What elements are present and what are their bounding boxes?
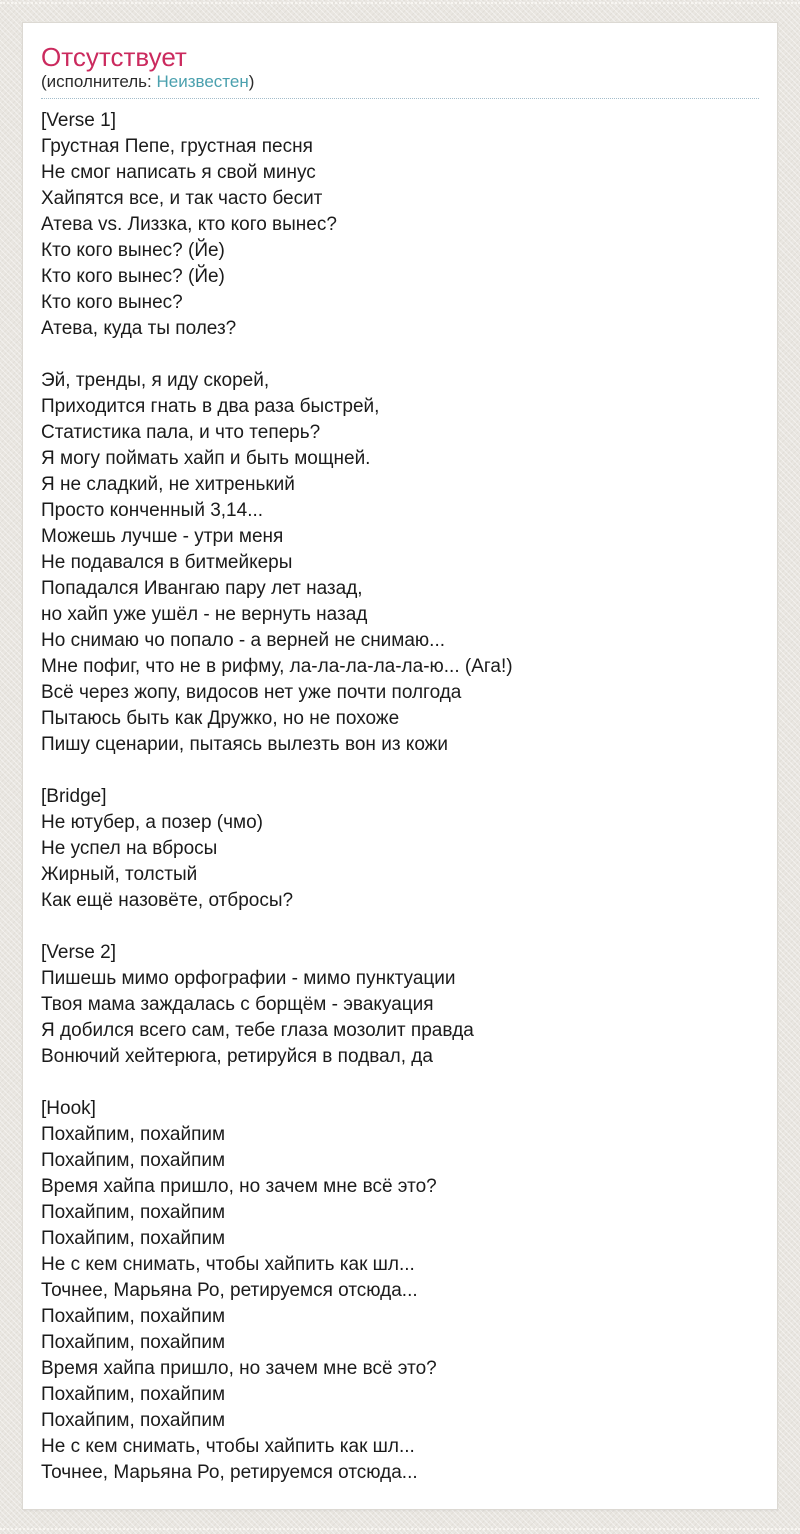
lyric-line: [Bridge] xyxy=(41,786,107,807)
lyric-line: Я добился всего сам, тебе глаза мозолит правда xyxy=(41,1020,474,1041)
lyric-line: Жирный, толстый xyxy=(41,864,198,885)
lyric-line: Приходится гнать в два раза быстрей, xyxy=(41,396,380,417)
lyric-line: Вонючий хейтерюга, ретируйся в подвал, да xyxy=(41,1046,433,1067)
lyric-line: Твоя мама заждалась с борщём - эвакуация xyxy=(41,994,434,1015)
lyric-line: Кто кого вынес? (Йе) xyxy=(41,266,225,287)
lyric-line: Время хайпа пришло, но зачем мне всё это? xyxy=(41,1358,437,1379)
lyric-line: Пишешь мимо орфографии - мимо пунктуации xyxy=(41,968,456,989)
lyric-line: Похайпим, похайпим xyxy=(41,1228,226,1249)
lyric-line: Похайпим, похайпим xyxy=(41,1124,226,1145)
song-title: Отсутствует xyxy=(41,42,187,72)
lyric-line: Похайпим, похайпим xyxy=(41,1150,226,1171)
lyric-line: Похайпим, похайпим xyxy=(41,1384,226,1405)
lyric-line: Статистика пала, и что теперь? xyxy=(41,422,321,443)
artist-link[interactable]: Неизвестен xyxy=(156,72,249,91)
lyric-line: Похайпим, похайпим xyxy=(41,1202,226,1223)
lyric-line: Пытаюсь быть как Дружко, но не похоже xyxy=(41,708,400,729)
lyric-line xyxy=(41,914,759,940)
lyric-line: Кто кого вынес? xyxy=(41,292,183,313)
lyric-line: Попадался Ивангаю пару лет назад, xyxy=(41,578,363,599)
lyric-line: но хайп уже ушёл - не вернуть назад xyxy=(41,604,368,625)
lyric-line: Не с кем снимать, чтобы хайпить как шл... xyxy=(41,1254,415,1275)
lyric-line: [Hook] xyxy=(41,1098,96,1119)
lyric-line: Не ютубер, а позер (чмо) xyxy=(41,812,263,833)
content-card xyxy=(22,22,778,1510)
lyric-line: Точнее, Марьяна Ро, ретируемся отсюда... xyxy=(41,1462,418,1483)
lyric-line: Атева vs. Лиззка, кто кого вынес? xyxy=(41,214,337,235)
lyric-line: Атева, куда ты полез? xyxy=(41,318,237,339)
lyric-line: Я не сладкий, не хитренький xyxy=(41,474,295,495)
lyric-line: Время хайпа пришло, но зачем мне всё это? xyxy=(41,1176,437,1197)
lyric-line: Грустная Пепе, грустная песня xyxy=(41,136,313,157)
lyric-line: Кто кого вынес? (Йе) xyxy=(41,240,225,261)
lyric-line: Похайпим, похайпим xyxy=(41,1332,226,1353)
lyric-line: Всё через жопу, видосов нет уже почти полгода xyxy=(41,682,462,703)
lyric-line: Я могу поймать хайп и быть мощней. xyxy=(41,448,371,469)
artist-label-suffix: ) xyxy=(248,72,255,91)
lyric-line: Точнее, Марьяна Ро, ретируемся отсюда... xyxy=(41,1280,418,1301)
lyric-line: Не успел на вбросы xyxy=(41,838,218,859)
lyrics-text xyxy=(41,108,759,1486)
artist-line xyxy=(41,71,759,99)
lyric-line: Можешь лучше - утри меня xyxy=(41,526,284,547)
lyric-line: Похайпим, похайпим xyxy=(41,1306,226,1327)
lyric-line: Просто конченный 3,14... xyxy=(41,500,264,521)
lyric-line: Мне пофиг, что не в рифму, ла-ла-ла-ла-ла-ю... (Ага!) xyxy=(41,656,513,677)
lyric-line xyxy=(41,342,759,368)
lyric-line xyxy=(41,1070,759,1096)
lyric-line: Не смог написать я свой минус xyxy=(41,162,316,183)
lyric-line: [Verse 2] xyxy=(41,942,116,963)
page-bottom-dotted-edge xyxy=(0,1528,800,1530)
artist-label-prefix: (исполнитель: xyxy=(41,72,157,91)
lyric-line: Не с кем снимать, чтобы хайпить как шл... xyxy=(41,1436,415,1457)
lyric-line: Эй, тренды, я иду скорей, xyxy=(41,370,270,391)
lyric-line: Пишу сценарии, пытаясь вылезть вон из кожи xyxy=(41,734,449,755)
lyric-line xyxy=(41,758,759,784)
lyric-line: Похайпим, похайпим xyxy=(41,1410,226,1431)
lyric-line: [Verse 1] xyxy=(41,110,116,131)
lyric-line: Хайпятся все, и так часто бесит xyxy=(41,188,323,209)
lyric-line: Но снимаю чо попало - а верней не снимаю... xyxy=(41,630,446,651)
lyric-line: Как ещё назовёте, отбросы? xyxy=(41,890,294,911)
lyric-line: Не подавался в битмейкеры xyxy=(41,552,293,573)
page-top-dotted-edge xyxy=(0,2,800,4)
